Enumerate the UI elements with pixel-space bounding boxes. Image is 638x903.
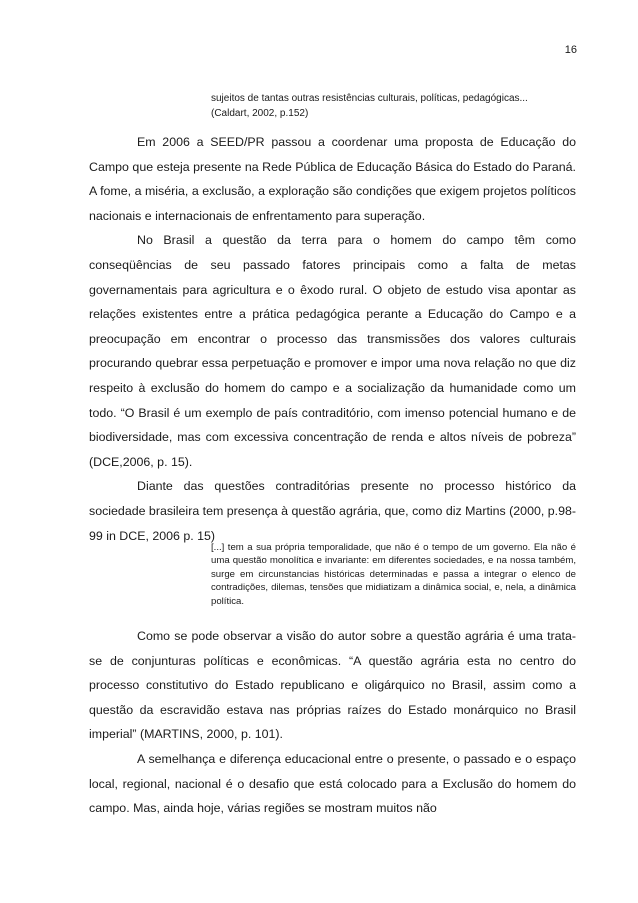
quote-text: [...] tem a sua própria temporalidade, que não é o tempo de um governo. Ela não é uma questão monolítica e invariante: em diferentes sociedades, e na nossa também, surge em circunstancias históricas determinadas e passa a integrar o elenco de contradições, dilemas, tensões que midiatizam a dinâmica social, e, nela, a dinâmica política. [211, 542, 576, 607]
block-quote-caldart [211, 91, 576, 121]
paragraph: A semelhança e diferença educacional entre o presente, o passado e o espaço local, regional, nacional é o desafio que está colocado para a Exclusão do homem do campo. Mas, ainda hoje, várias regiões se mostram muitos não [89, 751, 576, 816]
body-text-top [89, 130, 576, 548]
paragraph: Diante das questões contraditórias presente no processo histórico da sociedade brasileira tem presença à questão agrária, que, como diz Martins (2000, p.98-99 in DCE, 2006 p. 15) [89, 479, 576, 543]
page-number: 16 [564, 44, 577, 56]
quote-citation: (Caldart, 2002, p.152) [211, 108, 309, 119]
quote-text: sujeitos de tantas outras resistências culturais, políticas, pedagógicas... [211, 93, 528, 104]
paragraph: Como se pode observar a visão do autor sobre a questão agrária é uma trata-se de conjunturas políticas e econômicas. “A questão agrária esta no centro do processo constitutivo do Estado republicano e oligárquico no Brasil, assim como a questão da escravidão estava nas próprias raízes do Estado monárquico no Brasil imperial” (MARTINS, 2000, p. 101). [89, 629, 576, 742]
block-quote-martins [211, 541, 576, 608]
body-text-bottom [89, 624, 576, 821]
paragraph: No Brasil a questão da terra para o homem do campo têm como conseqüências de seu passado fatores principais como a falta de metas governamentais para agricultura e o êxodo rural. O objeto de estudo visa apontar as relações existentes entre a prática pedagógica perante a Educação do Campo e a preocupação em encontrar o processo das transmissões dos valores culturais procurando quebrar essa perpetuação e promover e impor uma nova relação no que diz respeito à exclusão do homem do campo e a socialização da humanidade como um todo. “O Brasil é um exemplo de país contraditório, com imenso potencial humano e de biodiversidade, mas com excessiva concentração de renda e altos níveis de pobreza” (DCE,2006, p. 15). [89, 233, 576, 469]
paragraph: Em 2006 a SEED/PR passou a coordenar uma proposta de Educação do Campo que esteja presente na Rede Pública de Educação Básica do Estado do Paraná. A fome, a miséria, a exclusão, a exploração são condições que exigem projetos políticos nacionais e internacionais de enfrentamento para superação. [89, 135, 576, 223]
